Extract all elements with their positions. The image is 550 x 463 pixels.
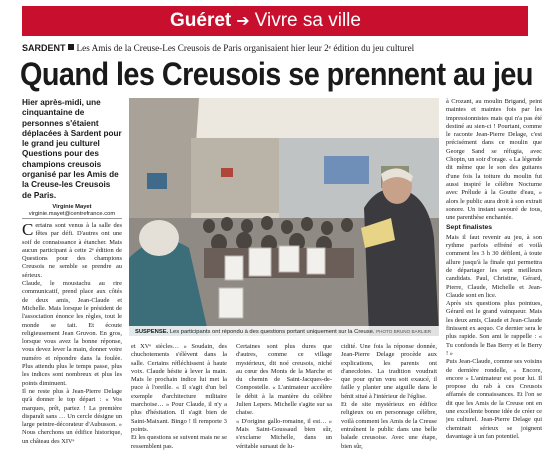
paragraph: Puis Jean-Claude, comme ses voisins de dernière rondelle, « Encore, encore » L'animateur est pour lui. Il propose du rab à ces Creusois affamés de connaissances. Et l'on se dit que les Amis de la Creuse ont en une excellente bonne idée de créer ce jeu culturel. Jean-Pierre Delage qui cheminait sérieux se joignent davantage à un fan potentiel. <box>446 358 542 440</box>
author-name: Virginie Mayet <box>52 204 92 210</box>
kicker-line <box>22 43 532 54</box>
kicker-location: SARDENT <box>22 43 66 53</box>
article-photo <box>129 98 439 336</box>
photo-illustration <box>129 98 439 336</box>
paragraph: cidité. Une fois la réponse donnée, Jean-Pierre Delage procède aux explications, les parents ont d'anecdotes. La tradition voudrait que pour qu'un vœu soit exaucé, il faille y planter une aiguille dans le bénit situé à l'intérieur de l'église. <box>341 343 437 400</box>
arrow-right-icon: ➔ <box>236 13 250 30</box>
paragraph: Après six questions plus pointues, Gérard est le grand vainqueur. Mais les deux amis, Claude et Jean-Claude finissent ex aequo. Ce dernier sera le plus rapide. Son ami le rappelle : « Tu confonds le Bas Berry et le Berry ! » <box>446 300 542 357</box>
article-column-2 <box>131 343 227 455</box>
caption-label: SUSPENSE. <box>135 329 169 335</box>
paragraph: à Crozant, au moulin Brigand, peint maintes et maintes fois par les impressionnistes mais qui n'a pas été destiné au sien-ci ! Pourtant, comme le raconte Jean-Pierre Delage, c'est précisément dans ce moulin que George Sand se réfugia, avec Chopin, un soir d'orage. « La légende dit même que le son des guitares d'une fois la toiture du moulin fut aussi inspiré le célèbre Nocturne avec Prélude à la Goutte d'eau, » alors le public aura droit à son extrait sonore. Un instant savouré de tous, une parenthèse enchantée. <box>446 98 542 222</box>
square-bullet-icon <box>68 44 74 50</box>
article-column-3 <box>236 343 332 455</box>
byline <box>22 204 122 218</box>
article-column-5 <box>446 98 542 455</box>
paragraph: « D'origine gallo-romaine, il est… » Mais Saint-Goussaud bien sûr, s'exclame Michelle, dans un véritable sursaut de lu- <box>236 417 332 450</box>
banner-section: Vivre sa ville <box>254 10 361 31</box>
drop-cap: C <box>22 222 34 239</box>
article-column-4 <box>341 343 437 455</box>
banner-place: Guéret <box>170 10 232 31</box>
caption-text: Les participants ont répondu à des questions portant uniquement sur la Creuse. <box>169 329 375 335</box>
article-headline: Quand les Creusois se prennent au jeu <box>20 56 533 92</box>
paragraph: et XVᵉ siècles… » Soudain, des chuchotements s'élèvent dans la salle. Certains réfléchissent à haute voix. Claude hésite à lever la main. Mais le prochain indice lui met la puce à l'oreille. « Il s'agit d'un bel exemple d'architecture militaire marchoise… » Pour Claude, il n'y a plus d'hésitation. Il s'agit bien de Saint-Maixant. Bingo ! Il remporte 3 points. <box>131 343 227 433</box>
section-banner <box>22 6 528 36</box>
paragraph: Mais il faut revenir au jeu, à son rythme parfois effréné et voilà comment les 3 h 30 défilent, à toute allure jusqu'à la finale qui permettra de départager les sept meilleurs candidats. Paul, Christine, Gérard, Pierre, Claude, Michelle et Jean-Claude sont en lice. <box>446 233 542 299</box>
paragraph: Certaines sont plus dures que d'autres, comme ce village mystérieux, dit noé creusois, niché au cœur des Monts de la Marche et du chemin de Saint-Jacques-de-Compostelle. « L'animateur accélère le débit à la manière du célèbre Julien Lepers. Michelle s'agite sur sa chaise. <box>236 343 332 417</box>
paragraph: Et de site mystérieux en édifice religieux ou en personnage célèbre, voilà comment les Amis de la Creuse entraînent le public dans une belle balade creusoise. Avec une étape, bien sûr, <box>341 401 437 450</box>
subheading: Sept finalistes <box>446 224 493 232</box>
byline-divider <box>22 218 122 219</box>
photo-caption <box>129 326 439 337</box>
article-lead: Hier après-midi, une cinquantaine de personnes s'étaient déplacées à Sardent pour le grand jeu culturel Questions pour des champions creusois organisé par les Amis de la Creuse-les Creusois de Paris. <box>22 98 122 200</box>
article-column-1 <box>22 222 122 454</box>
paragraph: Il ne reste plus à Jean-Pierre Delage qu'à donner le top départ : « Vos marques, prêt, partez ! La première disparaît sans … Un cercle désigne un large peintre-décorateur d'Aubusson. » Nous cherchons un édifice historique, un château des XIVᵉ <box>22 387 122 445</box>
photo-credit: PHOTO BRUNO BARLIER <box>376 329 432 334</box>
paragraph: Claude, le moustachu au rire communicatif, prend place aux côtés de deux amis, Jean-Claude et Michelle. Mais lorsque le président de l'association énonce les règles, tout le monde se tait. Et écoute religieusement Jean Gruvon. En gros, lorsque vous avez la bonne réponse, vous devez lever la main, donner votre numéro et répondre dans la foulée. Plus attendu plus le temps passe, plus les indices sont nombreux et plus les points diminuent. <box>22 280 122 387</box>
paragraph: Et les questions se suivent mais ne se ressemblent pas. <box>131 434 227 450</box>
kicker-text: Les Amis de la Creuse-Les Creusois de Paris organisaient hier leur 2ᵉ édition du jeu culturel <box>76 43 415 53</box>
paragraph: Certains sont venus à la salle des fêtes par défi. D'autres ont une soif de connaissance à étancher. Mais aucun participant à cette 2ᵉ édition de Questions pour des champions Creusois ne semble se prendre au sérieux. <box>22 222 122 279</box>
author-email: virginie.mayet@centrefrance.com <box>28 211 116 217</box>
